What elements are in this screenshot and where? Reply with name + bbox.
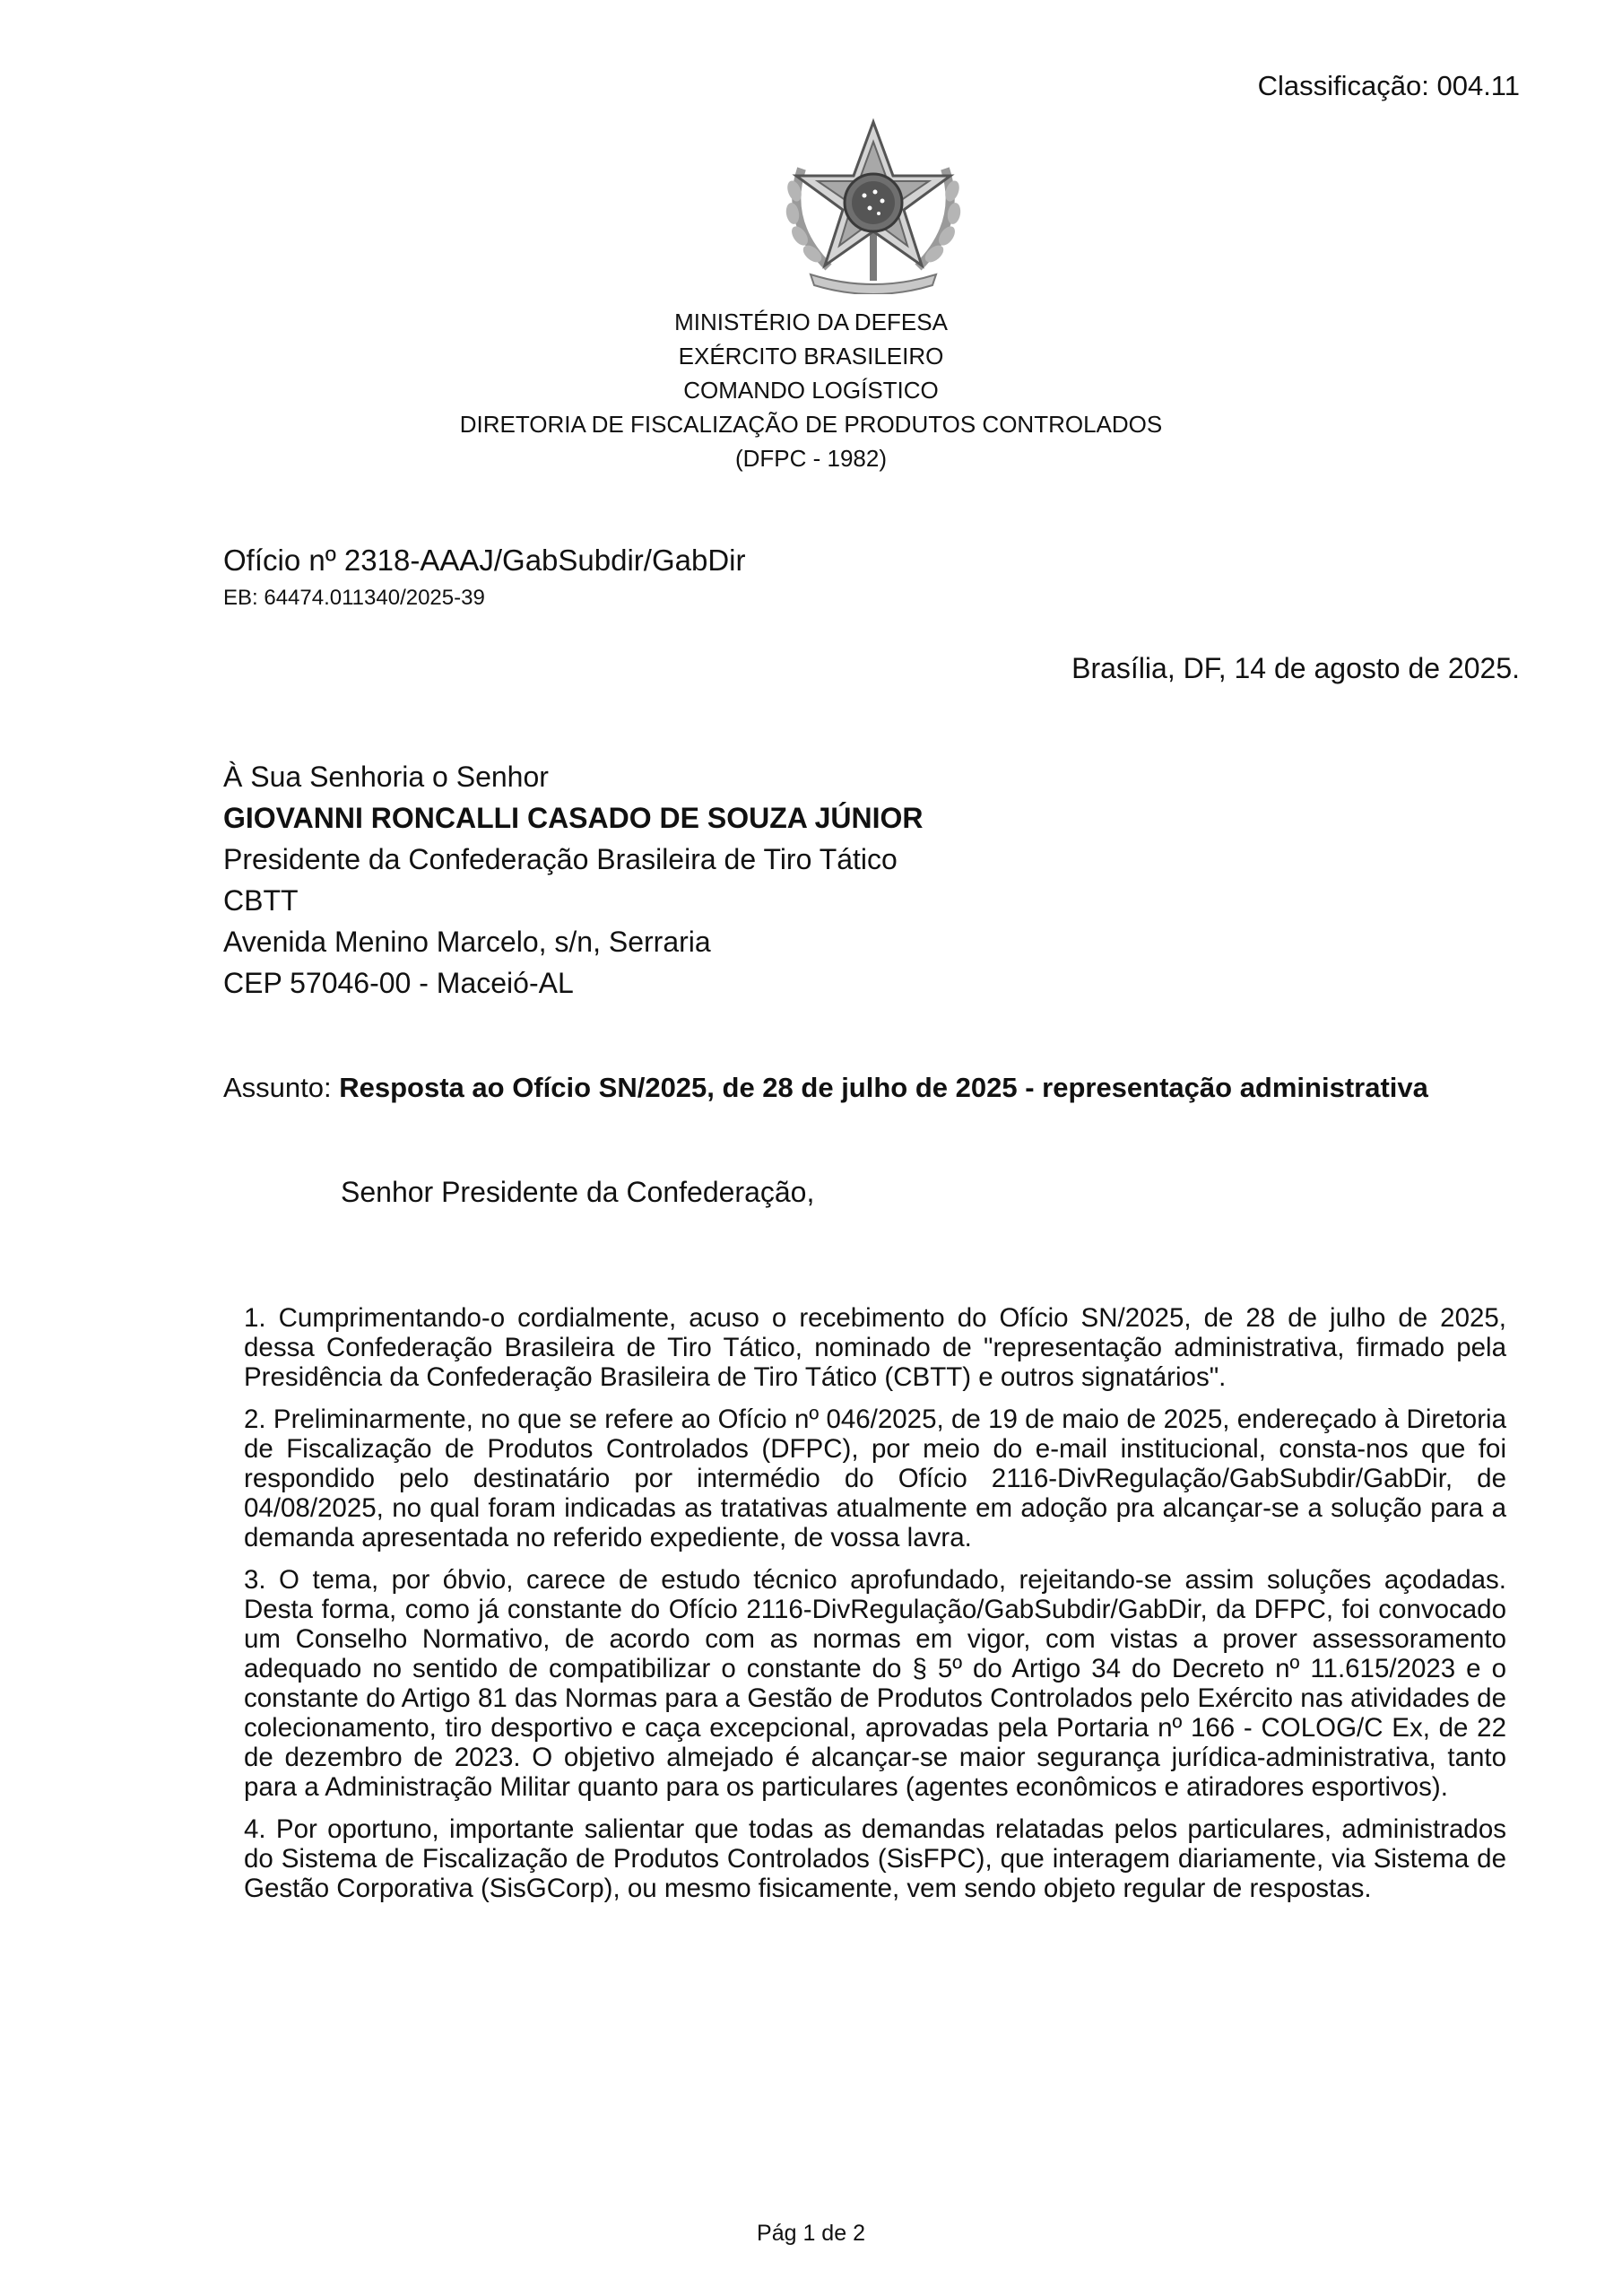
coat-of-arms-emblem [775, 115, 972, 294]
recipient-salutation: À Sua Senhoria o Senhor [223, 761, 549, 793]
letterhead-directorate: DIRETORIA DE FISCALIZAÇÃO DE PRODUTOS CONTROLADOS [459, 411, 1163, 438]
paragraph-4: 4. Por oportuno, importante salientar que todas as demandas relatadas pelos particulares, administrados do Sistema de Fiscalização de Produtos Controlados (SisFPC), que interagem diariamente, via Sistema de Gestão Corporativa (SisGCorp), ou mesmo fisicamente, vem sendo objeto regular de respostas. [244, 1814, 1506, 1903]
letterhead-command: COMANDO LOGÍSTICO [683, 377, 939, 404]
page-number: Pág 1 de 2 [757, 2221, 865, 2246]
recipient-title: Presidente da Confederação Brasileira de Tiro Tático [223, 843, 898, 875]
recipient-organization: CBTT [223, 884, 299, 917]
subject-line [223, 1072, 1428, 1104]
letterhead-acronym: (DFPC - 1982) [734, 445, 888, 472]
paragraph-2: 2. Preliminarmente, no que se refere ao Ofício nº 046/2025, de 19 de maio de 2025, endereçado à Diretoria de Fiscalização de Produtos Controlados (DFPC), por meio do e-mail institucional, consta-nos que foi respondido pelo destinatário por intermédio do Ofício 2116-DivRegulação/GabSubdir/GabDir, de 04/08/2025, no qual foram indicadas as tratativas atualmente em adoção pra alcançar-se a solução para a demanda apresentada no referido expediente, de vossa lavra. [244, 1405, 1506, 1552]
recipient-name: GIOVANNI RONCALLI CASADO DE SOUZA JÚNIOR [223, 802, 924, 834]
letterhead-ministry: MINISTÉRIO DA DEFESA [674, 309, 948, 335]
place-and-date: Brasília, DF, 14 de agosto de 2025. [1071, 652, 1520, 684]
paragraph-1: 1. Cumprimentando-o cordialmente, acuso o recebimento do Ofício SN/2025, de 28 de julho de 2025, dessa Confederação Brasileira de Tiro Tático, nominado de "representação administrativa, firmado pela Presidência da Confederação Brasileira de Tiro Tático (CBTT) e outros signatários". [244, 1303, 1506, 1392]
recipient-postal-code: CEP 57046-00 - Maceió-AL [223, 967, 574, 999]
subject-text: Resposta ao Ofício SN/2025, de 28 de julho de 2025 - representação administrativa [339, 1072, 1428, 1103]
subject-label: Assunto: [223, 1072, 340, 1103]
letterhead-army: EXÉRCITO BRASILEIRO [678, 343, 944, 370]
letter-body [244, 1303, 1506, 1916]
protocol-reference: EB: 64474.011340/2025-39 [223, 586, 485, 610]
recipient-address: Avenida Menino Marcelo, s/n, Serraria [223, 926, 711, 958]
letterhead [0, 305, 1622, 475]
salutation: Senhor Presidente da Confederação, [341, 1176, 815, 1208]
document-number: Ofício nº 2318-AAAJ/GabSubdir/GabDir [223, 544, 746, 577]
paragraph-3: 3. O tema, por óbvio, carece de estudo técnico aprofundado, rejeitando-se assim soluções açodadas. Desta forma, como já constante do Ofício 2116-DivRegulação/GabSubdir/GabDir, da DFPC, foi convocado um Conselho Normativo, de acordo com as normas em vigor, com vistas a prover assessoramento adequado no sentido de compatibilizar o constante do § 5º do Artigo 34 do Decreto nº 11.615/2023 e o constante do Artigo 81 das Normas para a Gestão de Produtos Controlados pelo Exército nas atividades de colecionamento, tiro desportivo e caça excepcional, aprovadas pela Portaria nº 166 - COLOG/C Ex, de 22 de dezembro de 2023. O objetivo almejado é alcançar-se maior segurança jurídica-administrativa, tanto para a Administração Militar quanto para os particulares (agentes econômicos e atiradores esportivos). [244, 1565, 1506, 1802]
recipient-block [223, 756, 923, 1004]
classification-code: Classificação: 004.11 [1257, 70, 1520, 101]
